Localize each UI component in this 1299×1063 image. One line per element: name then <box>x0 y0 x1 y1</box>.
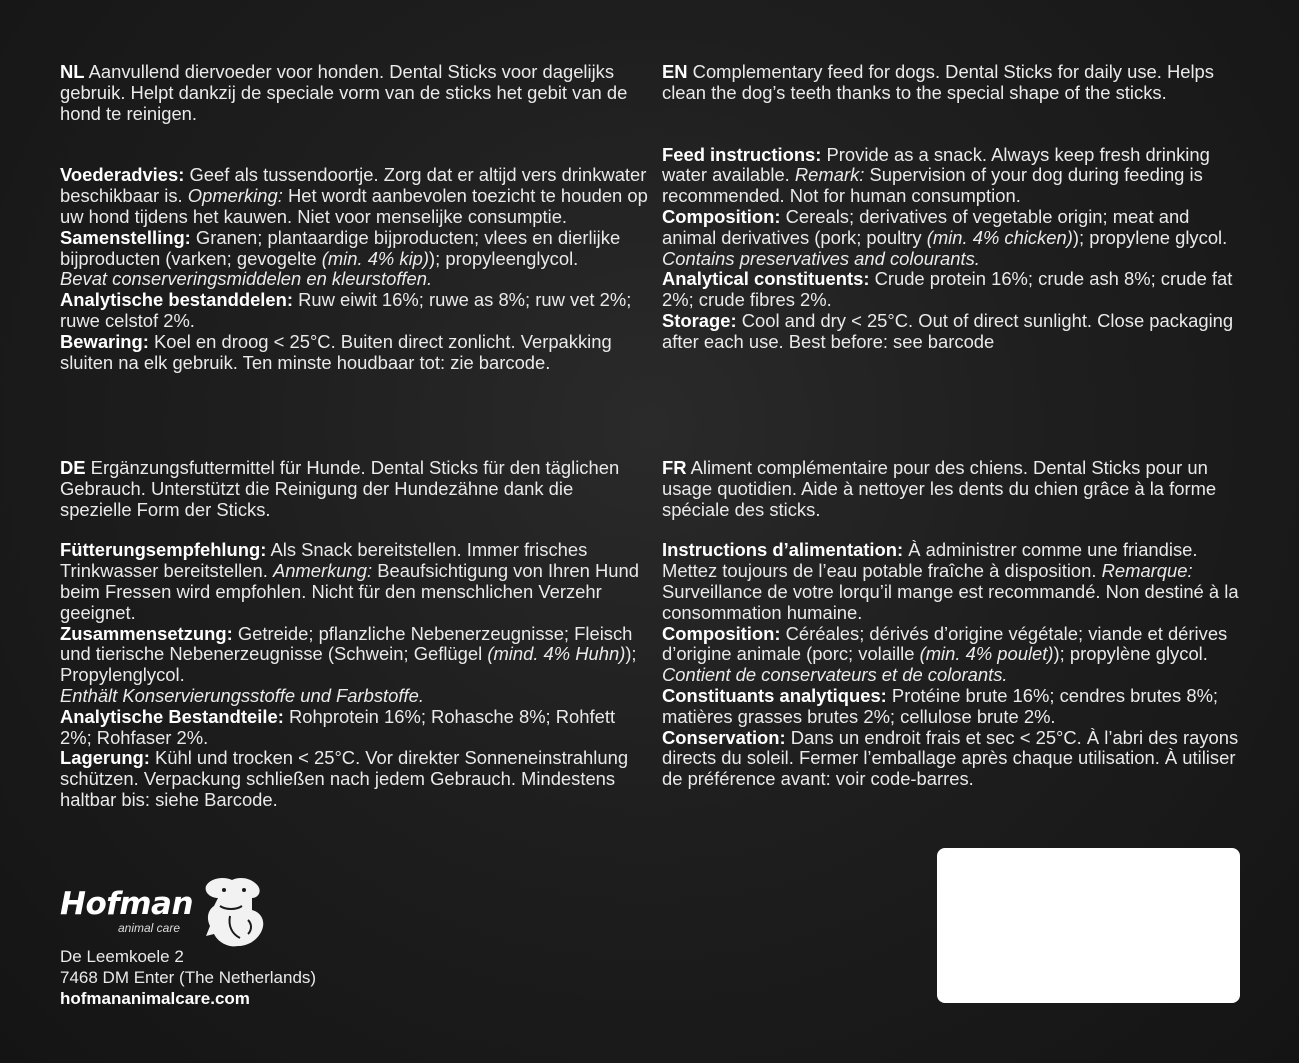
en-feed-instructions: Feed instructions: Provide as a snack. Always keep fresh drinking water available. Remark: Supervision of your dog during feeding is recommended. Not for human consumption. <box>662 143 1210 207</box>
en-lang-code: EN <box>662 61 688 82</box>
company-address <box>60 946 316 1009</box>
de-section <box>60 458 645 811</box>
nl-contains: Bevat conserveringsmiddelen en kleurstoffen. <box>60 268 433 290</box>
en-contains: Contains preservatives and colourants. <box>662 247 980 269</box>
address-city: 7468 DM Enter (The Netherlands) <box>60 968 317 987</box>
fr-section <box>662 458 1247 790</box>
en-analytical: Analytical constituents: Crude protein 16%; crude ash 8%; crude fat 2%; crude fibres 2%. <box>662 268 1233 311</box>
de-lang-code: DE <box>60 457 86 478</box>
de-composition: Zusammensetzung: Getreide; pflanzliche Nebenerzeugnisse; Fleisch und tierische Nebenerzeugnisse (Schwein; Geflügel (mind. 4% Huhn)); Propylenglycol. <box>60 622 637 686</box>
en-section <box>662 62 1242 353</box>
animals-icon <box>200 876 270 948</box>
fr-storage: Conservation: Dans un endroit frais et sec < 25°C. À l’abri des rayons directs du soleil. Fermer l’emballage après chaque utilisation. À utiliser de préférence avant: voir code-barres. <box>662 726 1239 790</box>
nl-intro: NL Aanvullend diervoeder voor honden. Dental Sticks voor dagelijks gebruik. Helpt dankzij de speciale vorm van de sticks het gebit van de hond te reinigen. <box>60 61 628 124</box>
nl-feed-advice: Voederadvies: Geef als tussendoortje. Zorg dat er altijd vers drinkwater beschikbaar is. Opmerking: Het wordt aanbevolen toezicht te houden op uw hond tijdens het kauwen. Niet voor menselijke consumptie. <box>60 164 648 227</box>
nl-lang-code: NL <box>60 61 85 82</box>
barcode-label-area <box>937 848 1240 1003</box>
de-intro: DE Ergänzungsfuttermittel für Hunde. Dental Sticks für den täglichen Gebrauch. Unterstützt die Reinigung der Hundezähne dank die spezielle Form der Sticks. <box>60 457 620 520</box>
de-contains: Enthält Konservierungsstoffe und Farbstoffe. <box>60 684 424 706</box>
brand-name: Hofman <box>60 886 194 922</box>
nl-analytical: Analytische bestanddelen: Ruw eiwit 16%; ruwe as 8%; ruw vet 2%; ruwe celstof 2%. <box>60 289 632 331</box>
address-street: De Leemkoele 2 <box>60 947 184 966</box>
en-storage: Storage: Cool and dry < 25°C. Out of direct sunlight. Close packaging after each use. Best before: see barcode <box>662 309 1234 352</box>
fr-feed-instructions: Instructions d’alimentation: À administrer comme une friandise. Mettez toujours de l’eau potable fraîche à disposition. Remarque: Surveillance de votre lorqu’il mange est recommandé. Non destiné à la consommation humaine. <box>662 539 1239 623</box>
en-composition: Composition: Cereals; derivatives of vegetable origin; meat and animal derivatives (pork; poultry (min. 4% chicken)); propylene glycol. <box>662 205 1228 248</box>
website-link[interactable]: hofmananimalcare.com <box>60 989 250 1008</box>
de-feed-advice: Fütterungsempfehlung: Als Snack bereitstellen. Immer frisches Trinkwasser bereitstellen. Anmerkung: Beaufsichtigung von Ihren Hund beim Fressen wird empfohlen. Nicht für den menschlichen Verzehr geeignet. <box>60 539 639 623</box>
en-intro: EN Complementary feed for dogs. Dental Sticks for daily use. Helps clean the dog’s teeth thanks to the special shape of the sticks. <box>662 61 1214 103</box>
fr-contains: Contient de conservateurs et de colorants. <box>662 664 1008 686</box>
nl-storage: Bewaring: Koel en droog < 25°C. Buiten direct zonlicht. Verpakking sluiten na elk gebruik. Ten minste houdbaar tot: zie barcode. <box>60 330 612 373</box>
fr-analytical: Constituants analytiques: Protéine brute 16%; cendres brutes 8%; matières grasses brutes 2%; cellulose brute 2%. <box>662 684 1219 727</box>
fr-lang-code: FR <box>662 457 687 478</box>
de-analytical: Analytische Bestandteile: Rohprotein 16%; Rohasche 8%; Rohfett 2%; Rohfaser 2%. <box>60 705 616 748</box>
nl-section <box>60 62 650 373</box>
fr-intro: FR Aliment complémentaire pour des chiens. Dental Sticks pour un usage quotidien. Aide à nettoyer les dents du chien grâce à la forme spéciale des sticks. <box>662 457 1217 520</box>
brand-logo <box>60 876 280 946</box>
nl-composition: Samenstelling: Granen; plantaardige bijproducten; vlees en dierlijke bijproducten (varken; gevogelte (min. 4% kip)); propyleenglycol. <box>60 226 621 269</box>
brand-tagline: animal care <box>118 921 181 935</box>
fr-composition: Composition: Céréales; dérivés d’origine végétale; viande et dérives d’origine animale (porc; volaille (min. 4% poulet)); propylène glycol. <box>662 622 1228 665</box>
de-storage: Lagerung: Kühl und trocken < 25°C. Vor direkter Sonneneinstrahlung schützen. Verpackung schließen nach jedem Gebrauch. Mindestens haltbar bis: siehe Barcode. <box>60 747 629 810</box>
